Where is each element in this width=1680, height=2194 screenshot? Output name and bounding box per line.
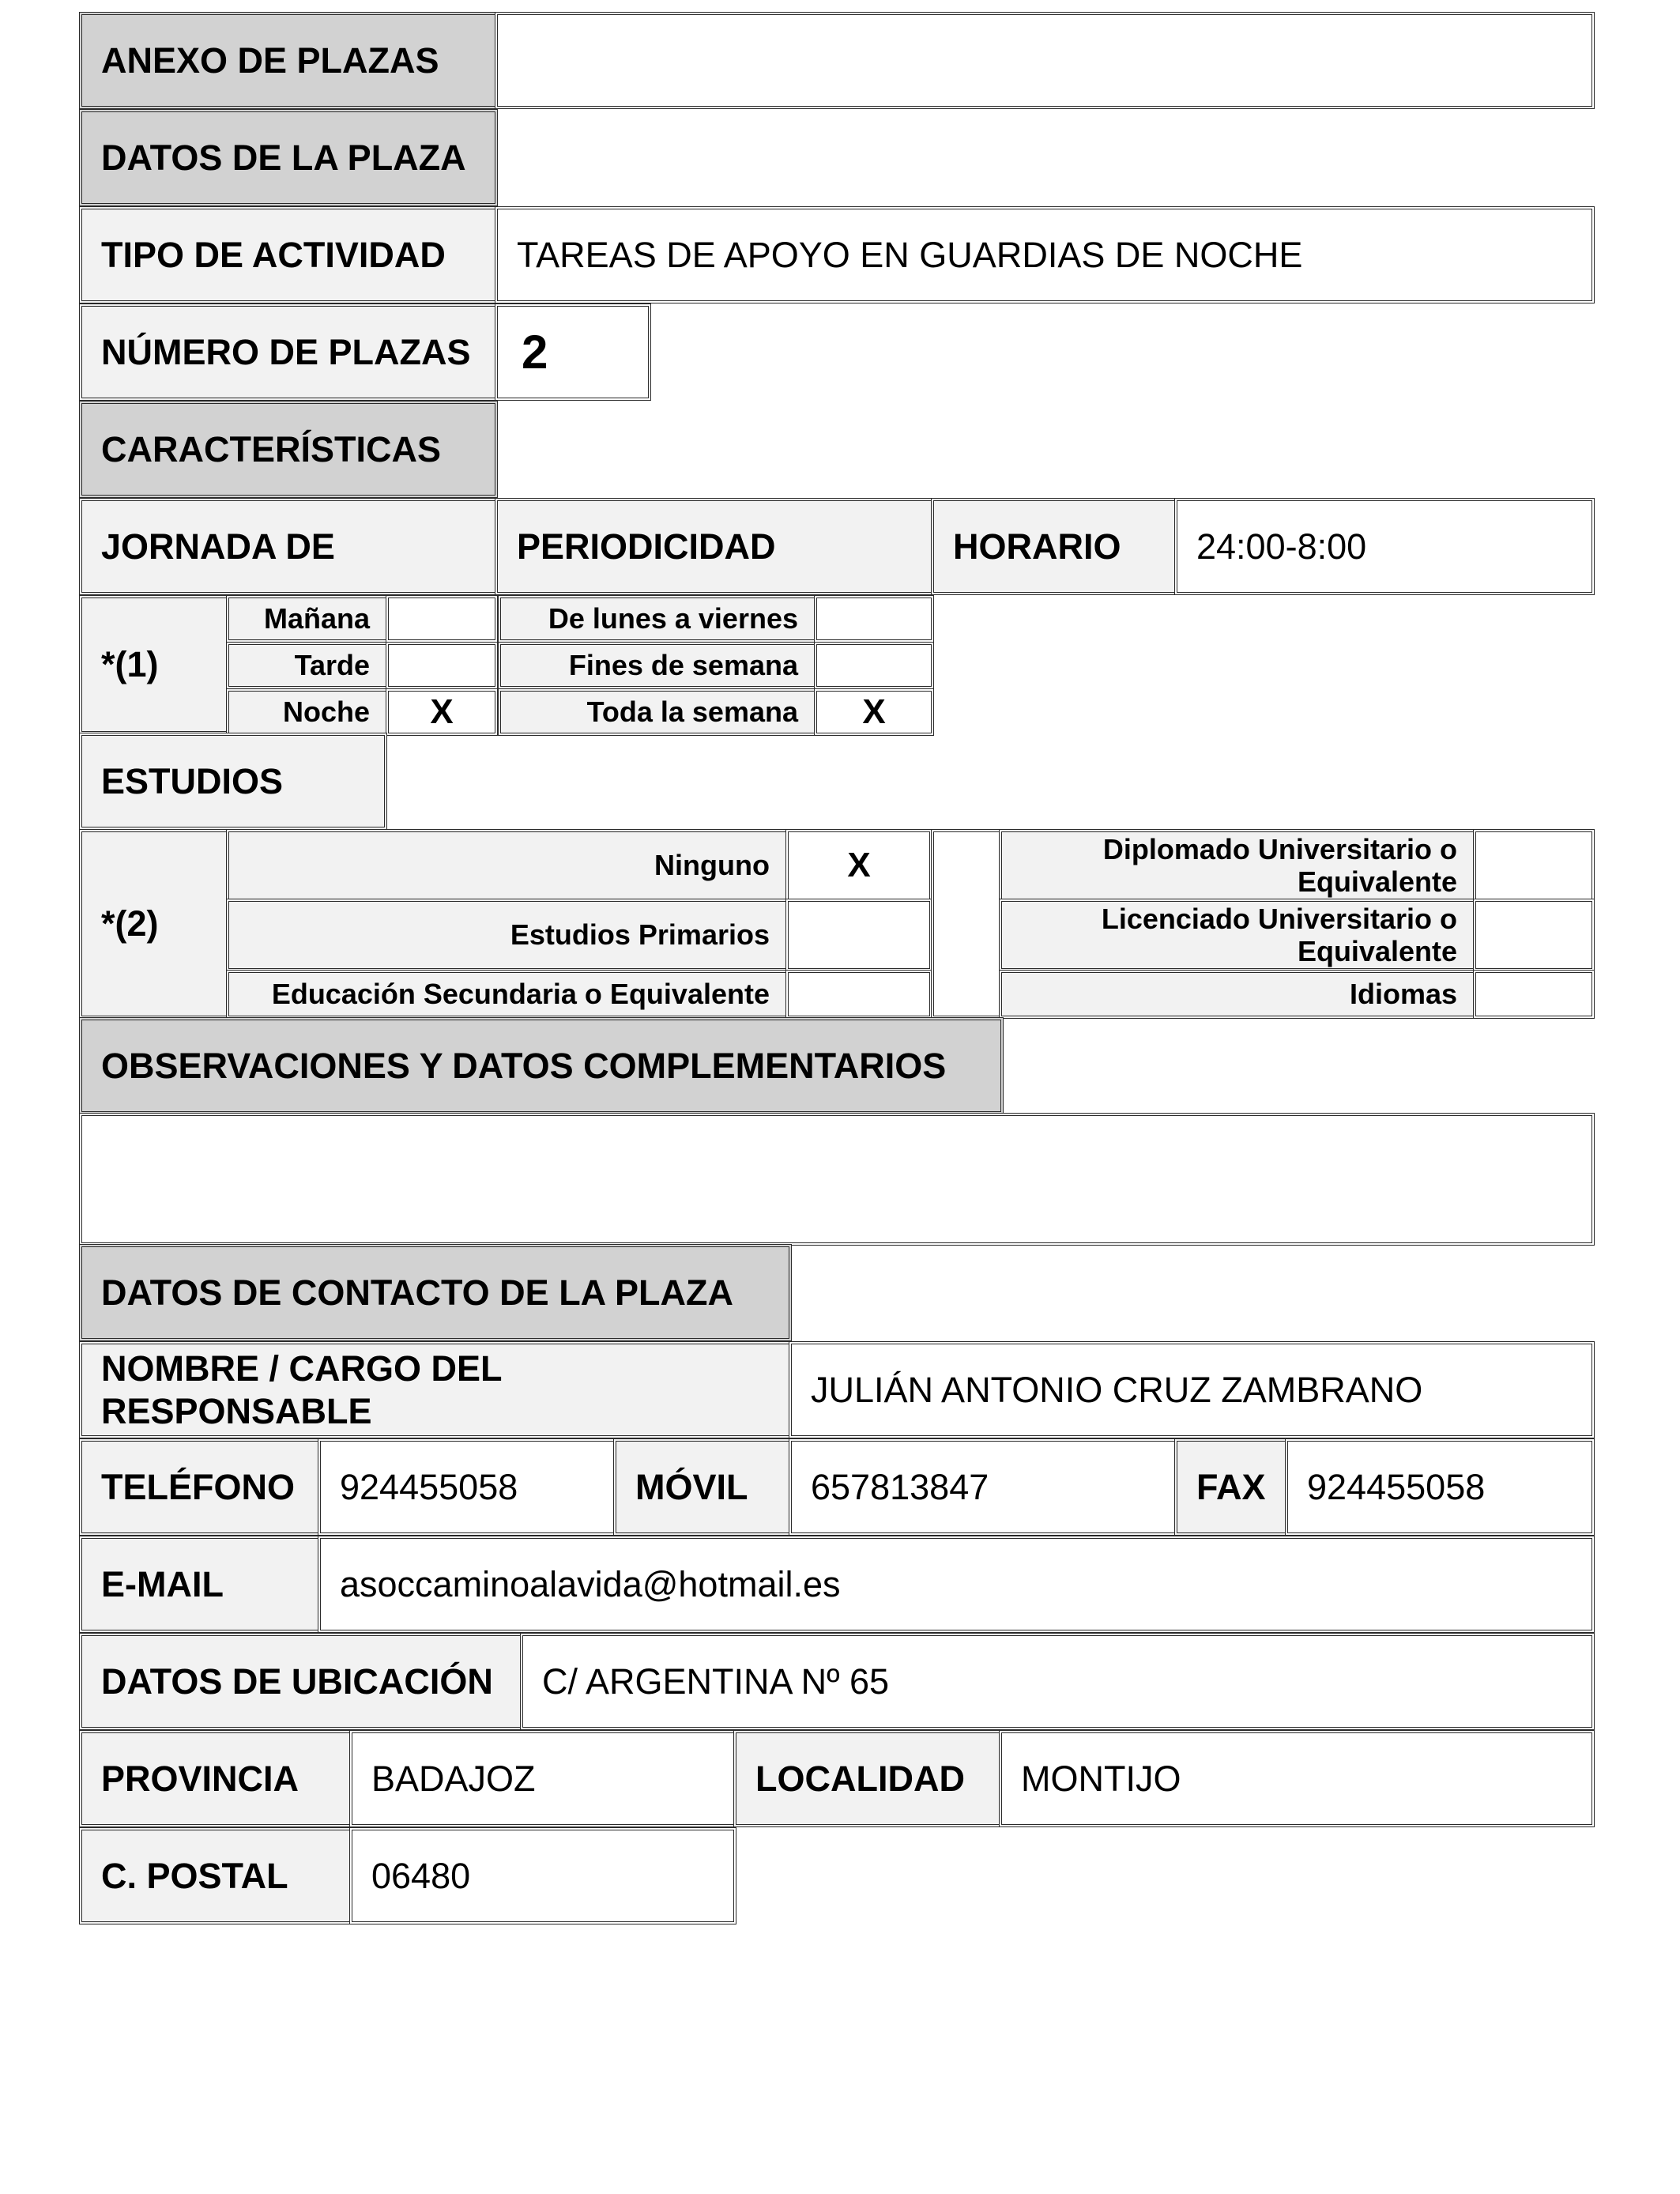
provincia-label: PROVINCIA (79, 1730, 352, 1827)
observaciones-value[interactable] (79, 1113, 1595, 1246)
estudios-diplomado-line1: Diplomado Universitario o (1102, 832, 1457, 865)
estudios-licenciado-label (999, 899, 1476, 971)
jornada-label: JORNADA DE (79, 498, 498, 595)
responsable-value: JULIÁN ANTONIO CRUZ ZAMBRANO (789, 1341, 1595, 1438)
horario-label: HORARIO (931, 498, 1177, 595)
turno-manana-label: Mañana (226, 595, 389, 643)
codigo-postal-value: 06480 (349, 1827, 736, 1924)
estudios-licenciado-line2: Equivalente (1297, 935, 1457, 967)
responsable-label-line2: RESPONSABLE (101, 1390, 372, 1431)
periodicidad-label: PERIODICIDAD (495, 498, 934, 595)
turno-noche-label: Noche (226, 688, 389, 736)
anexo-label: ANEXO DE PLAZAS (79, 12, 498, 109)
caracteristicas-label: CARACTERÍSTICAS (79, 401, 498, 498)
estudios-idiomas-checkbox[interactable] (1473, 970, 1595, 1019)
estudios-licenciado-line1: Licenciado Universitario o (1101, 902, 1457, 935)
movil-label: MÓVIL (613, 1438, 792, 1536)
tipo-actividad-label: TIPO DE ACTIVIDAD (79, 206, 498, 303)
estudios-idiomas-label: Idiomas (999, 970, 1476, 1019)
estudios-separator-cell (931, 829, 1002, 1019)
telefono-value: 924455058 (318, 1438, 616, 1536)
responsable-label-line1: NOMBRE / CARGO DEL (101, 1348, 503, 1389)
responsable-label (79, 1341, 792, 1438)
periodo-lunes-viernes-label: De lunes a viernes (498, 595, 817, 643)
nota-2: *(2) (79, 829, 229, 1019)
numero-plazas-label: NÚMERO DE PLAZAS (79, 303, 498, 401)
estudios-primarios-label: Estudios Primarios (226, 899, 789, 971)
localidad-label: LOCALIDAD (733, 1730, 1002, 1827)
observaciones-label: OBSERVACIONES Y DATOS COMPLEMENTARIOS (79, 1017, 1004, 1114)
estudios-secundaria-label: Educación Secundaria o Equivalente (226, 970, 789, 1019)
movil-value: 657813847 (789, 1438, 1177, 1536)
localidad-value: MONTIJO (999, 1730, 1595, 1827)
email-value[interactable]: asoccaminoalavida@hotmail.es (318, 1536, 1595, 1633)
numero-plazas-value: 2 (495, 303, 651, 401)
estudios-secundaria-checkbox[interactable] (785, 970, 932, 1019)
estudios-diplomado-line2: Equivalente (1297, 865, 1457, 898)
turno-tarde-label: Tarde (226, 642, 389, 689)
fax-value: 924455058 (1285, 1438, 1595, 1536)
estudios-licenciado-checkbox[interactable] (1473, 899, 1595, 971)
datos-plaza-label: DATOS DE LA PLAZA (79, 109, 498, 206)
contacto-label: DATOS DE CONTACTO DE LA PLAZA (79, 1244, 792, 1341)
turno-noche-checkbox[interactable]: X (386, 688, 498, 736)
turno-tarde-checkbox[interactable] (386, 642, 498, 689)
periodo-toda-semana-checkbox[interactable]: X (814, 688, 934, 736)
ubicacion-label: DATOS DE UBICACIÓN (79, 1633, 523, 1730)
tipo-actividad-value: TAREAS DE APOYO EN GUARDIAS DE NOCHE (495, 206, 1595, 303)
estudios-ninguno-checkbox[interactable]: X (785, 829, 932, 902)
codigo-postal-label: C. POSTAL (79, 1827, 352, 1924)
periodo-lunes-viernes-checkbox[interactable] (814, 595, 934, 643)
nota-1: *(1) (79, 595, 229, 734)
estudios-diplomado-label (999, 829, 1476, 902)
anexo-value-box (495, 12, 1595, 109)
provincia-value: BADAJOZ (349, 1730, 736, 1827)
periodo-fines-semana-checkbox[interactable] (814, 642, 934, 689)
periodo-toda-semana-label: Toda la semana (498, 688, 817, 736)
horario-value: 24:00-8:00 (1174, 498, 1595, 595)
estudios-label: ESTUDIOS (79, 733, 387, 830)
estudios-diplomado-checkbox[interactable] (1473, 829, 1595, 902)
email-label: E-MAIL (79, 1536, 321, 1633)
turno-manana-checkbox[interactable] (386, 595, 498, 643)
telefono-label: TELÉFONO (79, 1438, 321, 1536)
periodo-fines-semana-label: Fines de semana (498, 642, 817, 689)
ubicacion-value: C/ ARGENTINA Nº 65 (520, 1633, 1595, 1730)
estudios-ninguno-label: Ninguno (226, 829, 789, 902)
fax-label: FAX (1174, 1438, 1288, 1536)
estudios-primarios-checkbox[interactable] (785, 899, 932, 971)
